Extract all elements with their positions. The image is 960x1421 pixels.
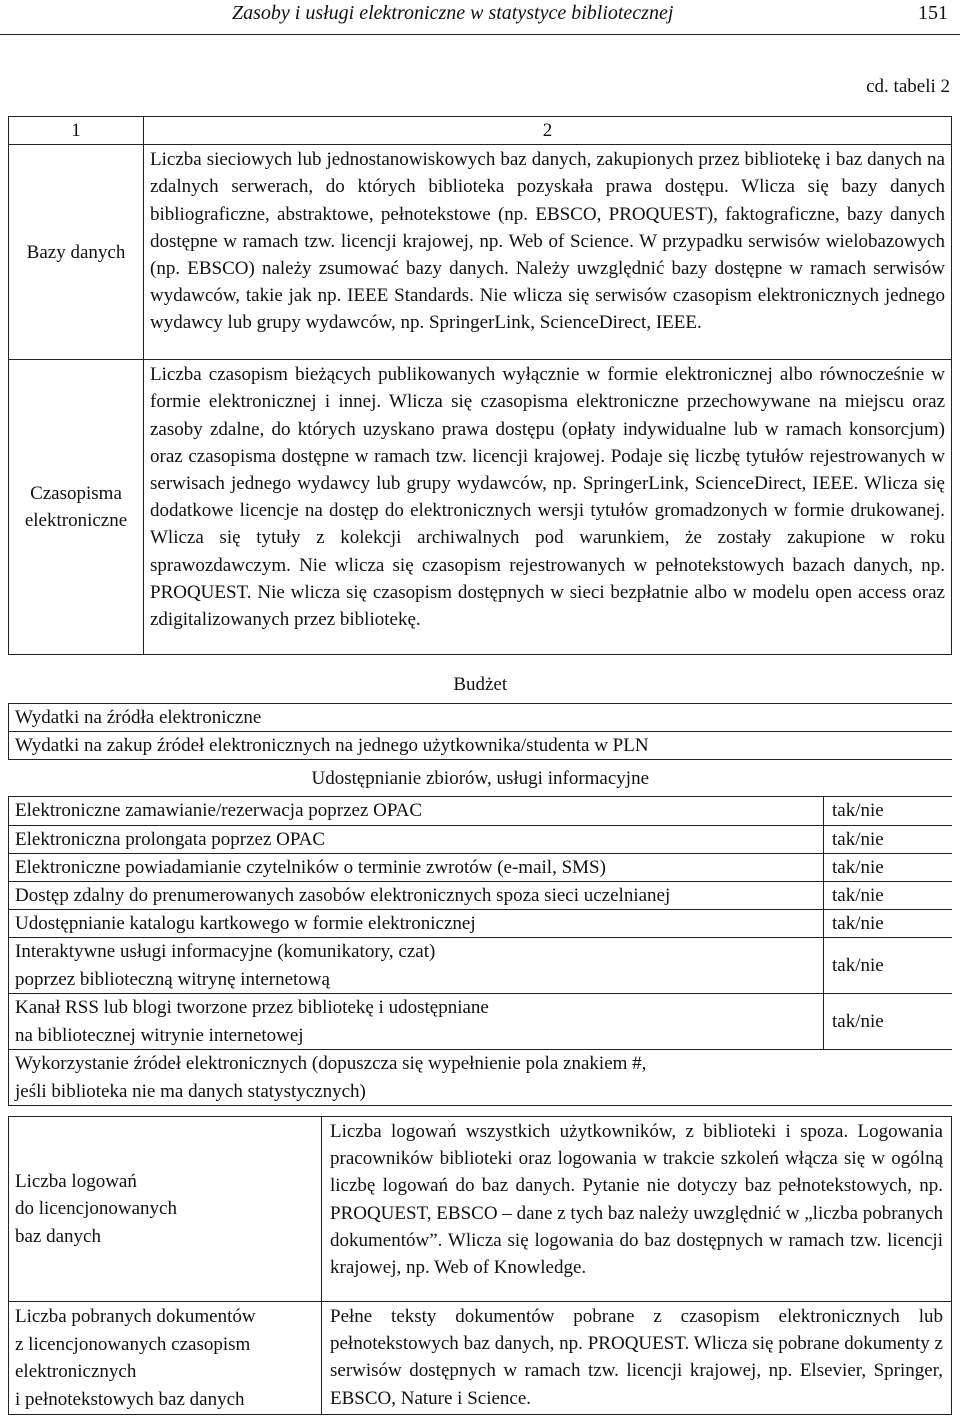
usage-label-logowania (9, 1117, 322, 1302)
service-label (9, 938, 824, 994)
usage-label-line: elektronicznych (15, 1361, 137, 1382)
definitions-table (8, 116, 952, 655)
usage-label-line: Liczba pobranych dokumentów (15, 1306, 256, 1327)
usage-title-row (9, 1050, 953, 1106)
row-label-bazy-danych: Bazy danych (9, 145, 144, 360)
service-label: Elektroniczna prolongata poprzez OPAC (9, 825, 824, 853)
budget-services-table (8, 667, 952, 1106)
row-description-czasopisma: Liczba czasopism bieżących publikowanych wyłącznie w formie elektronicznej albo równocześnie w formie elektronicznej i innej. Wlicza się czasopisma elektroniczne przechowywane na miejscu oraz zasoby zdalne, do których uzyskano prawa dostępu (opłaty indywidualne lub w ramach konsorcjum) oraz czasopisma dostępne w ramach tzw. licencji krajowej. Podaje się liczbę tytułów rejestrowanych w serwisach jednego wydawcy lub grupy wydawców, np. SpringerLink, ScienceDirect, IEEE. Wlicza się dodatkowe licencje na dostęp do elektronicznych wersji tytułów gromadzonych w formie drukowanej. Wlicza się tytuły z kolekcji archiwalnych pod warunkiem, że zostały zakupione w roku sprawozdawczym. Nie wlicza się czasopism rejestrowanych w pełnotekstowych bazach danych, np. PROQUEST. Nie wlicza się czasopism dostępnych w sieci bezpłatnie albo w modelu open access oraz zdigitalizowanych przez bibliotekę. (144, 360, 952, 655)
service-row (9, 825, 953, 853)
budget-item: Wydatki na źródła elektroniczne (9, 704, 953, 732)
section-title-budzet: Budżet (9, 667, 953, 704)
section-row-budzet (9, 667, 953, 704)
table-header-row (9, 117, 952, 145)
usage-label-line: Liczba logowań (15, 1170, 137, 1192)
usage-title-line: jeśli biblioteka nie ma danych statystycznych) (15, 1080, 366, 1102)
service-value: tak/nie (824, 938, 953, 994)
service-value: tak/nie (824, 853, 953, 881)
service-label-line: Interaktywne usługi informacyjne (komunikatory, czat) (15, 941, 436, 963)
page-header (0, 0, 960, 35)
column-header-1: 1 (9, 117, 144, 145)
service-row (9, 994, 953, 1050)
service-row (9, 938, 953, 994)
service-label: Elektroniczne zamawianie/rezerwacja poprzez OPAC (9, 797, 824, 825)
service-label: Elektroniczne powiadamianie czytelników o terminie zwrotów (e-mail, SMS) (9, 853, 824, 881)
service-label-line: Kanał RSS lub blogi tworzone przez bibliotekę i udostępniane (15, 997, 489, 1019)
table-row-czasopisma (9, 360, 952, 655)
usage-label-line: i pełnotekstowych baz danych (15, 1388, 245, 1410)
table-continuation-label: cd. tabeli 2 (866, 76, 950, 97)
service-value: tak/nie (824, 825, 953, 853)
usage-description-dokumenty: Pełne teksty dokumentów pobrane z czasopism elektronicznych lub pełnotekstowych baz danych, np. PROQUEST. Wlicza się pobrane dokumenty z serwisów dostępnych w ramach tzw. licencji krajowej, np. Elsevier, Springer, EBSCO, Nature i Science. (322, 1302, 952, 1415)
budget-row (9, 704, 953, 732)
usage-label-line: baz danych (15, 1225, 101, 1247)
service-label (9, 994, 824, 1050)
service-label-line: poprzez biblioteczną witrynę internetową (15, 968, 330, 990)
usage-row-logowania (9, 1117, 952, 1302)
budget-row (9, 732, 953, 760)
table-row-bazy-danych (9, 145, 952, 360)
service-label-line: na bibliotecznej witrynie internetowej (15, 1024, 304, 1046)
page-number: 151 (918, 2, 948, 24)
service-row (9, 853, 953, 881)
service-row (9, 910, 953, 938)
service-label: Udostępnianie katalogu kartkowego w formie elektronicznej (9, 910, 824, 938)
service-label: Dostęp zdalny do prenumerowanych zasobów elektronicznych spoza sieci uczelnianej (9, 882, 824, 910)
usage-title-line: Wykorzystanie źródeł elektronicznych (dopuszcza się wypełnienie pola znakiem #, (15, 1053, 647, 1075)
service-value: tak/nie (824, 797, 953, 825)
usage-row-dokumenty (9, 1302, 952, 1415)
row-description-bazy-danych: Liczba sieciowych lub jednostanowiskowych baz danych, zakupionych przez bibliotekę i baz danych na zdalnych serwerach, do których biblioteka pozyskała prawa dostępu. Wlicza się bazy danych bibliograficzne, abstraktowe, pełnotekstowe (np. EBSCO, PROQUEST), faktograficzne, bazy danych dostępne w ramach tzw. licencji krajowej, np. Web of Science. W przypadku serwisów wielobazowych (np. EBSCO) należy zsumować bazy danych. Należy uwzględnić bazy dostępne w ramach serwisów wydawców, takie jak np. IEEE Standards. Nie wlicza się serwisów czasopism elektronicznych jednego wydawcy lub grupy wydawców, np. SpringerLink, ScienceDirect, IEEE. (144, 145, 952, 360)
service-row (9, 882, 953, 910)
service-row (9, 797, 953, 825)
service-value: tak/nie (824, 994, 953, 1050)
section-title-udostepnianie: Udostępnianie zbiorów, usługi informacyjne (9, 760, 953, 797)
usage-label-line: z licencjonowanych czasopism (15, 1333, 251, 1355)
service-value: tak/nie (824, 882, 953, 910)
row-label-czasopisma: Czasopisma elektroniczne (9, 360, 144, 655)
usage-label-line: do licencjonowanych (15, 1198, 177, 1220)
section-row-udostepnianie (9, 760, 953, 797)
usage-description-logowania: Liczba logowań wszystkich użytkowników, z biblioteki i spoza. Logowania pracowników biblioteki oraz logowania w trakcie szkoleń włącza się w ogólną liczbę logowań do baz danych. Pytanie nie dotyczy baz pełnotekstowych, np. PROQUEST, EBSCO – dane z tych baz należy uwzględnić w „liczba pobranych dokumentów”. Wlicza się logowania do baz dostępnych w ramach tzw. licencji krajowej, np. Web of Knowledge. (322, 1117, 952, 1302)
usage-title (9, 1050, 953, 1106)
usage-table (8, 1116, 952, 1415)
service-value: tak/nie (824, 910, 953, 938)
running-title: Zasoby i usługi elektroniczne w statystyce bibliotecznej (232, 2, 674, 24)
usage-label-dokumenty (9, 1302, 322, 1415)
budget-item: Wydatki na zakup źródeł elektronicznych na jednego użytkownika/studenta w PLN (9, 732, 953, 760)
column-header-2: 2 (144, 117, 952, 145)
